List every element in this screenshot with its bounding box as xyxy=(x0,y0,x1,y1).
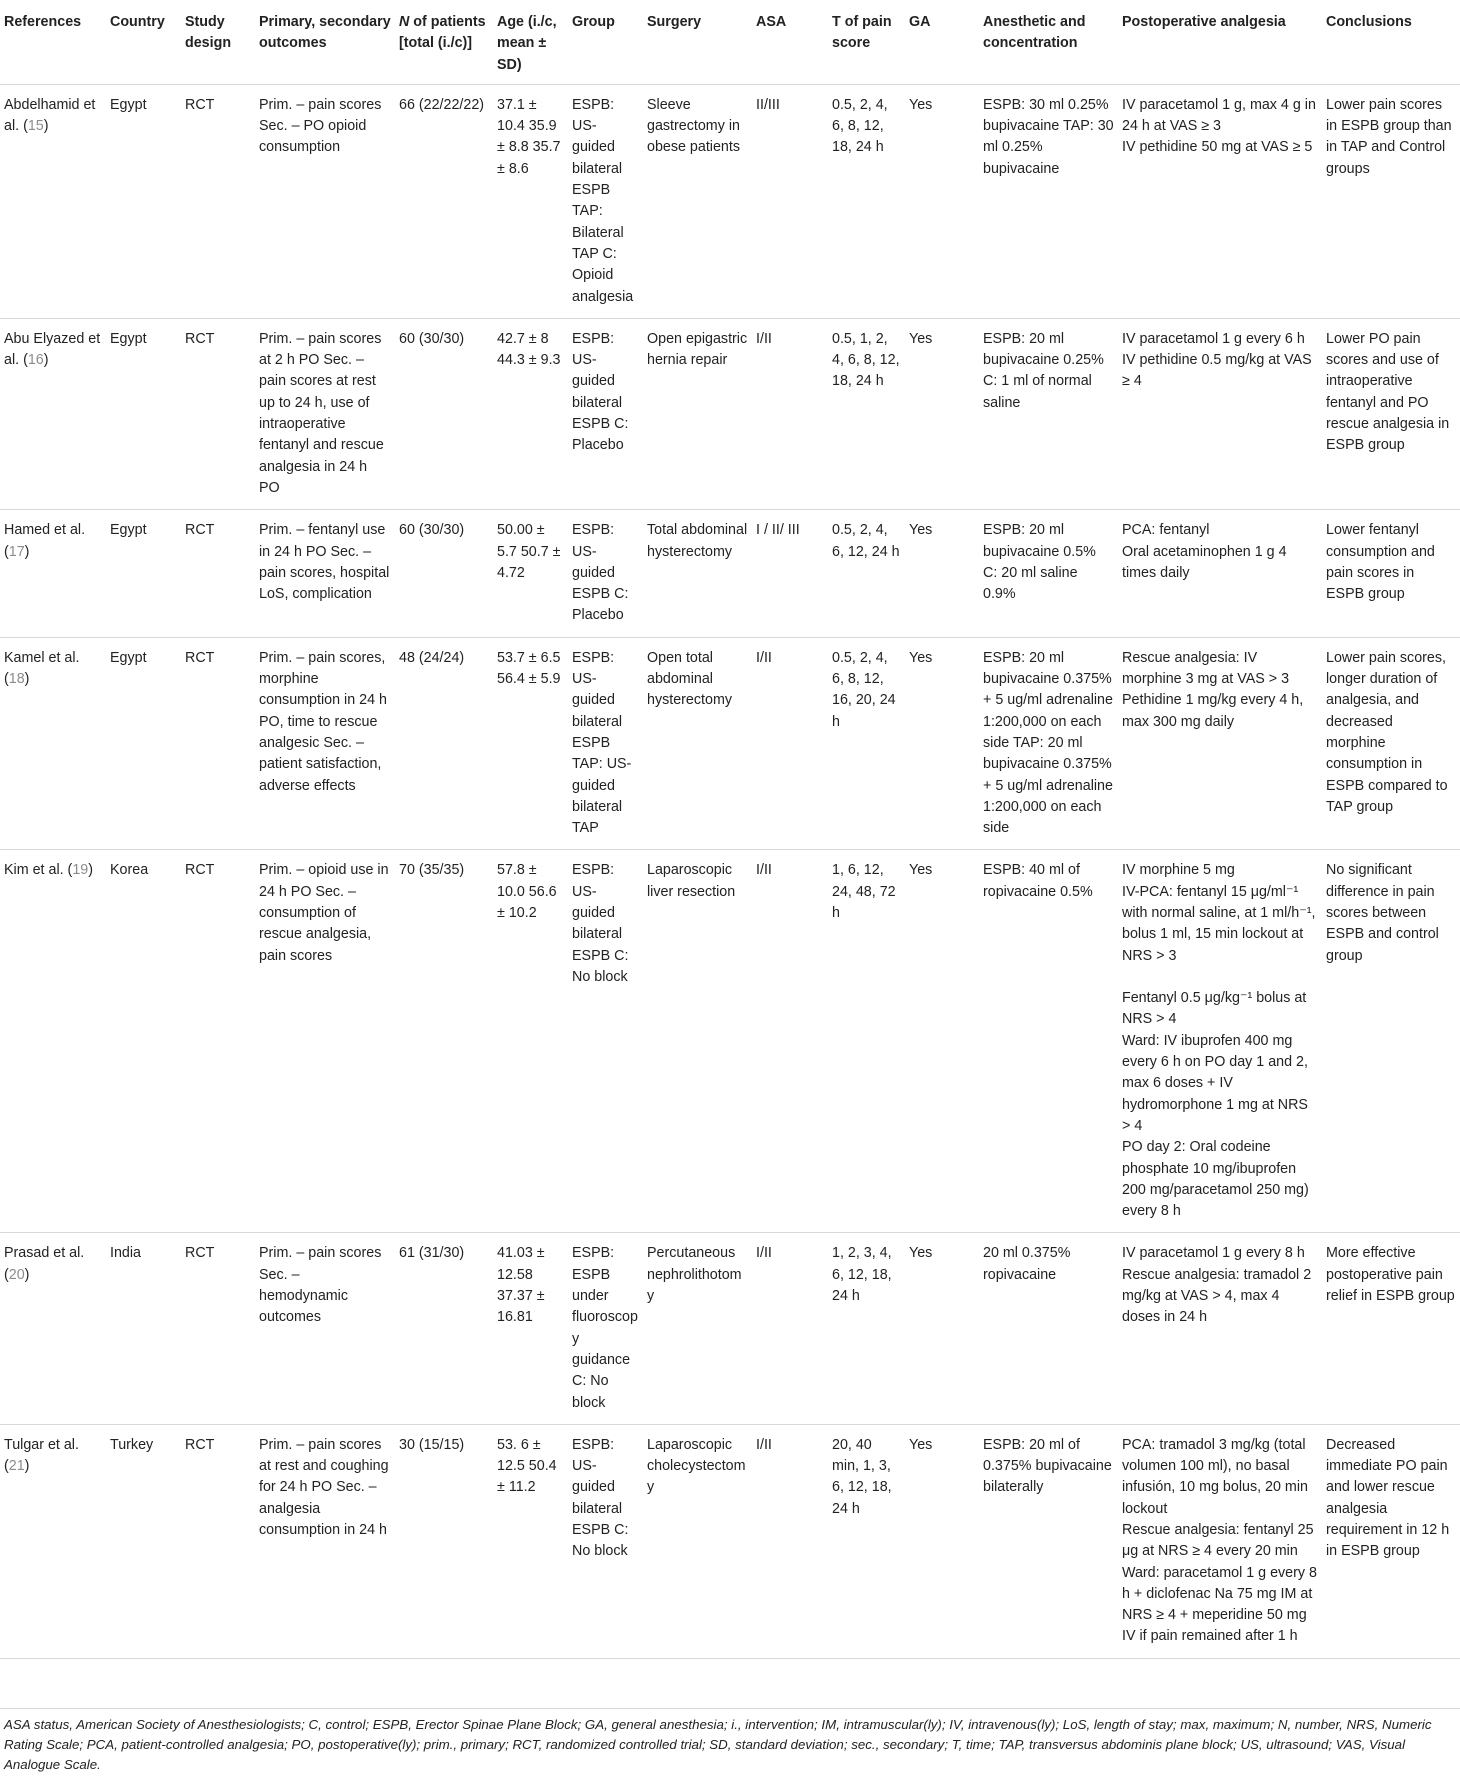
reference-name: Tulgar et al. ( xyxy=(4,1436,79,1475)
table-row xyxy=(0,850,1460,1233)
header-n-italic: N xyxy=(399,14,410,30)
cell-reference xyxy=(0,1233,106,1424)
cell-anesthetic: ESPB: 20 ml bupivacaine 0.375% + 5 ug/ml adrenaline 1:200,000 on each side TAP: 20 ml bupivacaine 0.375% + 5 ug/ml adrenaline 1:200,000 on each side xyxy=(983,649,1113,837)
cell-asa: I/II xyxy=(756,1436,772,1453)
cell-analgesia: IV paracetamol 1 g every 8 h Rescue analgesia: tramadol 2 mg/kg at VAS > 4, max 4 doses in 24 h xyxy=(1122,1245,1312,1326)
cell-group: ESPB: US-guided bilateral ESPB C: Placebo xyxy=(572,330,629,454)
cell-group: ESPB: ESPB under fluoroscopy guidance C: No block xyxy=(572,1245,638,1411)
cell-n-patients: 48 (24/24) xyxy=(399,649,465,666)
cell-outcomes: Prim. – pain scores Sec. – PO opioid consumption xyxy=(259,96,382,156)
cell-t-pain: 0.5, 2, 4, 6, 8, 12, 18, 24 h xyxy=(832,96,888,156)
table-body xyxy=(0,84,1460,1658)
cell-group: ESPB: US-guided bilateral ESPB C: No block xyxy=(572,862,629,985)
cell-group: ESPB: US-guided bilateral ESPB TAP: US-guided bilateral TAP xyxy=(572,649,632,837)
cell-outcomes: Prim. – pain scores at rest and coughing for 24 h PO Sec. – analgesia consumption in 24 h xyxy=(259,1436,389,1538)
reference-number-link[interactable]: 20 xyxy=(8,1266,25,1283)
table-header xyxy=(0,0,1460,84)
reference-name: Kim et al. ( xyxy=(4,862,73,879)
cell-country: Egypt xyxy=(110,649,147,666)
header-outcomes: Primary, secondary outcomes xyxy=(255,0,395,84)
reference-name: Prasad et al. ( xyxy=(4,1245,85,1283)
reference-close: ) xyxy=(88,862,93,879)
cell-age: 42.7 ± 8 44.3 ± 9.3 xyxy=(497,330,561,369)
cell-country: Egypt xyxy=(110,522,147,539)
cell-anesthetic: ESPB: 40 ml of ropivacaine 0.5% xyxy=(983,862,1093,900)
cell-outcomes: Prim. – pain scores at 2 h PO Sec. – pain scores at rest up to 24 h, use of intraoperative fentanyl and rescue analgesia in 24 h PO xyxy=(259,330,384,496)
cell-surgery: Total abdominal hysterectomy xyxy=(647,522,748,560)
reference-close: ) xyxy=(24,1266,30,1283)
cell-asa: I/II xyxy=(756,649,772,666)
reference-number-link[interactable]: 17 xyxy=(8,543,25,560)
cell-anesthetic: ESPB: 20 ml bupivacaine 0.5% C: 20 ml saline 0.9% xyxy=(983,522,1096,603)
cell-asa: II/III xyxy=(756,96,780,113)
cell-conclusion: Lower PO pain scores and use of intraoperative fentanyl and PO rescue analgesia in ESPB group xyxy=(1326,330,1450,454)
cell-analgesia: PCA: tramadol 3 mg/kg (total volumen 100 ml), no basal infusión, 10 mg bolus, 20 min lockout Rescue analgesia: fentanyl 25 μg at NRS ≥ 4 every 20 min Ward: paracetamol 1 g every 8 h + diclofenac Na 75 mg IM at NRS ≥ 4 + meperidine 50 mg IV if pain remained after 1 h xyxy=(1122,1436,1317,1645)
header-surgery: Surgery xyxy=(643,0,752,84)
cell-study-design: RCT xyxy=(185,649,215,666)
table-row xyxy=(0,84,1460,318)
cell-ga: Yes xyxy=(909,1245,933,1262)
cell-t-pain: 0.5, 2, 4, 6, 8, 12, 16, 20, 24 h xyxy=(832,649,896,730)
reference-close: ) xyxy=(43,118,49,135)
cell-study-design: RCT xyxy=(185,522,215,539)
cell-ga: Yes xyxy=(909,96,933,113)
cell-analgesia: IV morphine 5 mg IV-PCA: fentanyl 15 μg/ml⁻¹ with normal saline, at 1 ml/h⁻¹, bolus 1 ml, 15 min lockout at NRS > 3 Fentanyl 0.5 μg/kg⁻¹ bolus at NRS > 4 Ward: IV ibuprofen 400 mg every 6 h on PO day 1 and 2, max 6 doses + IV hydromorphone 1 mg at NRS > 4 PO day 2: Oral codeine phosphate 10 mg/ibuprofen 200 mg/paracetamol 250 mg) every 8 h xyxy=(1122,862,1316,1220)
cell-country: Korea xyxy=(110,862,149,879)
table-footnote: ASA status, American Society of Anesthesiologists; C, control; ESPB, Erector Spinae Plane Block; GA, general anesthesia; i., intervention; IM, intramuscular(ly); IV, intravenous(ly); LoS, length of stay; max, maximum; N, number, NRS, Numeric Rating Scale; PCA, patient-controlled analgesia; PO, postoperative(ly); prim., primary; RCT, randomized controlled trial; SD, standard deviation; sec., secondary; T, time; TAP, transversus abdominis plane block; US, ultrasound; VAS, Visual Analogue Scale. xyxy=(4,1717,1432,1772)
cell-asa: I/II xyxy=(756,1245,772,1262)
cell-group: ESPB: US-guided bilateral ESPB TAP: Bilateral TAP C: Opioid analgesia xyxy=(572,96,634,305)
cell-study-design: RCT xyxy=(185,1245,215,1262)
cell-reference xyxy=(0,1424,106,1658)
cell-group: ESPB: US-guided bilateral ESPB C: No block xyxy=(572,1436,629,1560)
header-conclusions: Conclusions xyxy=(1322,0,1460,84)
cell-surgery: Percutaneous nephrolithotomy xyxy=(647,1245,742,1305)
cell-t-pain: 0.5, 1, 2, 4, 6, 8, 12, 18, 24 h xyxy=(832,330,900,390)
cell-outcomes: Prim. – opioid use in 24 h PO Sec. – consumption of rescue analgesia, pain scores xyxy=(259,862,389,964)
cell-ga: Yes xyxy=(909,522,933,539)
table-row xyxy=(0,1424,1460,1658)
cell-outcomes: Prim. – fentanyl use in 24 h PO Sec. – pain scores, hospital LoS, complication xyxy=(259,522,390,603)
cell-age: 37.1 ± 10.4 35.9 ± 8.8 35.7 ± 8.6 xyxy=(497,96,561,177)
cell-reference xyxy=(0,850,106,1233)
cell-country: Turkey xyxy=(110,1436,154,1453)
cell-reference xyxy=(0,637,106,850)
cell-surgery: Open total abdominal hysterectomy xyxy=(647,649,733,709)
reference-number-link[interactable]: 19 xyxy=(72,862,89,879)
cell-conclusion: Lower pain scores, longer duration of analgesia, and decreased morphine consumption in ESPB compared to TAP group xyxy=(1326,649,1448,815)
cell-ga: Yes xyxy=(909,862,933,879)
table-row xyxy=(0,318,1460,509)
cell-surgery: Open epigastric hernia repair xyxy=(647,330,748,369)
cell-age: 57.8 ± 10.0 56.6 ± 10.2 xyxy=(497,862,557,921)
cell-anesthetic: ESPB: 20 ml bupivacaine 0.25% C: 1 ml of normal saline xyxy=(983,330,1104,411)
table-row xyxy=(0,637,1460,850)
header-n-rest: of patients [total (i./c)] xyxy=(399,14,486,52)
cell-study-design: RCT xyxy=(185,1436,215,1453)
cell-asa: I/II xyxy=(756,862,772,879)
cell-age: 41.03 ± 12.58 37.37 ± 16.81 xyxy=(497,1245,545,1326)
header-group: Group xyxy=(568,0,643,84)
reference-name: Kamel et al. ( xyxy=(4,649,80,688)
cell-analgesia: Rescue analgesia: IV morphine 3 mg at VAS > 3 Pethidine 1 mg/kg every 4 h, max 300 mg daily xyxy=(1122,649,1304,730)
header-references: References xyxy=(0,0,106,84)
table-row xyxy=(0,1233,1460,1424)
table-row xyxy=(0,510,1460,637)
cell-reference xyxy=(0,510,106,637)
reference-name: Hamed et al. ( xyxy=(4,522,86,560)
cell-country: Egypt xyxy=(110,96,147,113)
cell-outcomes: Prim. – pain scores, morphine consumption in 24 h PO, time to rescue analgesic Sec. – patient satisfaction, adverse effects xyxy=(259,649,387,794)
cell-country: Egypt xyxy=(110,330,147,347)
cell-age: 50.00 ± 5.7 50.7 ± 4.72 xyxy=(497,522,561,581)
cell-asa: I / II/ III xyxy=(756,522,800,539)
cell-anesthetic: ESPB: 30 ml 0.25% bupivacaine TAP: 30 ml 0.25% bupivacaine xyxy=(983,96,1114,177)
cell-t-pain: 1, 6, 12, 24, 48, 72 h xyxy=(832,862,896,921)
cell-conclusion: Lower fentanyl consumption and pain scores in ESPB group xyxy=(1326,522,1435,603)
reference-number-link[interactable]: 16 xyxy=(27,352,44,369)
cell-n-patients: 30 (15/15) xyxy=(399,1436,465,1453)
cell-group: ESPB: US-guided ESPB C: Placebo xyxy=(572,522,629,624)
cell-conclusion: No significant difference in pain scores between ESPB and control group xyxy=(1326,862,1439,964)
cell-anesthetic: ESPB: 20 ml of 0.375% bupivacaine bilaterally xyxy=(983,1436,1112,1496)
cell-outcomes: Prim. – pain scores Sec. – hemodynamic outcomes xyxy=(259,1245,382,1326)
cell-reference xyxy=(0,318,106,509)
header-t-pain: T of pain score xyxy=(828,0,905,84)
cell-age: 53.7 ± 6.5 56.4 ± 5.9 xyxy=(497,649,561,688)
cell-analgesia: IV paracetamol 1 g every 6 h IV pethidine 0.5 mg/kg at VAS ≥ 4 xyxy=(1122,330,1312,390)
cell-surgery: Sleeve gastrectomy in obese patients xyxy=(647,96,740,156)
cell-ga: Yes xyxy=(909,649,933,666)
cell-n-patients: 66 (22/22/22) xyxy=(399,96,485,113)
cell-conclusion: More effective postoperative pain relief in ESPB group xyxy=(1326,1245,1455,1305)
cell-n-patients: 60 (30/30) xyxy=(399,522,465,539)
cell-reference xyxy=(0,84,106,318)
cell-t-pain: 20, 40 min, 1, 3, 6, 12, 18, 24 h xyxy=(832,1436,892,1517)
cell-asa: I/II xyxy=(756,330,772,347)
cell-n-patients: 60 (30/30) xyxy=(399,330,465,347)
cell-conclusion: Lower pain scores in ESPB group than in TAP and Control groups xyxy=(1326,96,1452,177)
cell-t-pain: 0.5, 2, 4, 6, 12, 24 h xyxy=(832,522,900,560)
cell-study-design: RCT xyxy=(185,330,215,347)
cell-surgery: Laparoscopic liver resection xyxy=(647,862,736,900)
header-anesthetic: Anesthetic and concentration xyxy=(979,0,1118,84)
header-country: Country xyxy=(106,0,181,84)
reference-number-link[interactable]: 15 xyxy=(27,118,44,135)
reference-close: ) xyxy=(24,1458,30,1475)
reference-close: ) xyxy=(43,352,49,369)
cell-study-design: RCT xyxy=(185,862,215,879)
header-analgesia: Postoperative analgesia xyxy=(1118,0,1322,84)
reference-close: ) xyxy=(24,543,30,560)
cell-analgesia: PCA: fentanyl Oral acetaminophen 1 g 4 times daily xyxy=(1122,522,1287,581)
cell-conclusion: Decreased immediate PO pain and lower rescue analgesia requirement in 12 h in ESPB group xyxy=(1326,1436,1450,1560)
cell-ga: Yes xyxy=(909,1436,933,1453)
cell-ga: Yes xyxy=(909,330,933,347)
cell-n-patients: 70 (35/35) xyxy=(399,862,465,879)
header-asa: ASA xyxy=(752,0,828,84)
cell-age: 53. 6 ± 12.5 50.4 ± 11.2 xyxy=(497,1436,557,1496)
cell-country: India xyxy=(110,1245,142,1262)
reference-name: Abu Elyazed et al. ( xyxy=(4,330,101,369)
cell-anesthetic: 20 ml 0.375% ropivacaine xyxy=(983,1245,1071,1283)
reference-close: ) xyxy=(24,671,30,688)
cell-t-pain: 1, 2, 3, 4, 6, 12, 18, 24 h xyxy=(832,1245,892,1305)
cell-study-design: RCT xyxy=(185,96,215,113)
header-age: Age (i./c, mean ± SD) xyxy=(493,0,568,84)
footnote-divider xyxy=(0,1708,1460,1709)
cell-surgery: Laparoscopic cholecystectomy xyxy=(647,1436,746,1496)
header-n-patients xyxy=(395,0,493,84)
header-study-design: Study design xyxy=(181,0,255,84)
reference-number-link[interactable]: 18 xyxy=(8,671,25,688)
reference-name: Abdelhamid et al. ( xyxy=(4,96,96,135)
header-ga: GA xyxy=(905,0,979,84)
cell-n-patients: 61 (31/30) xyxy=(399,1245,465,1262)
reference-number-link[interactable]: 21 xyxy=(8,1458,25,1475)
cell-analgesia: IV paracetamol 1 g, max 4 g in 24 h at VAS ≥ 3 IV pethidine 50 mg at VAS ≥ 5 xyxy=(1122,96,1316,156)
